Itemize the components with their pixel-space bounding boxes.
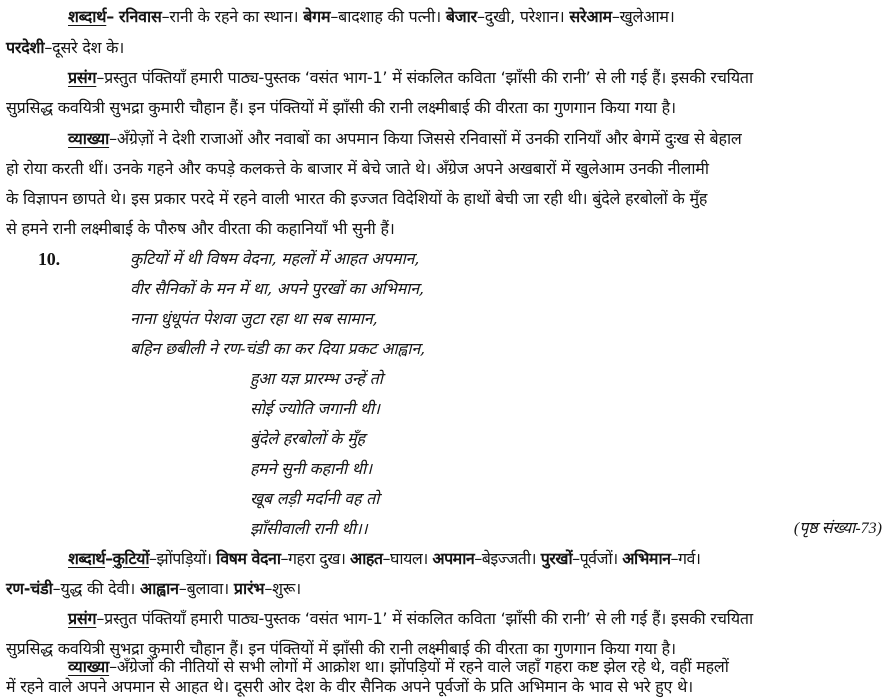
gloss-term: बेजार [445, 7, 477, 26]
gloss-definition: पूर्वजों। [579, 549, 618, 568]
gloss-definition: दुखी, परेशान। [484, 7, 565, 26]
gloss-term: विषम वेदना [216, 549, 281, 568]
gloss-term: परदेशी [6, 38, 45, 57]
gloss-definition: गर्व। [677, 549, 701, 568]
gloss-term: रनिवास [118, 7, 162, 26]
gloss-term: रण-चंडी [6, 579, 53, 598]
vyakhya-heading: व्याख्या [68, 129, 110, 148]
poem-line: सोई ज्योति जगानी थी। [250, 399, 380, 418]
vyakhya-heading: व्याख्या [68, 657, 110, 676]
gloss-term: सरेआम [569, 7, 612, 26]
poem-line: खूब लड़ी मर्दानी वह तो [250, 489, 380, 508]
poem-line: हमने सुनी कहानी थी। [250, 459, 372, 478]
gloss-definition: घायल। [389, 549, 428, 568]
gloss-heading: शब्दार्थ [68, 7, 107, 26]
gloss-definition: शुरू। [272, 579, 301, 598]
prasang-1-line-2: सुप्रसिद्ध कवयित्री सुभद्रा कुमारी चौहान हैं। इन पंक्तियों में झाँसी की रानी लक्ष्मीबाई की वीरता का गुणगान किया गया है। [6, 98, 676, 117]
prasang-2-line-1: प्रसंग–प्रस्तुत पंक्तियाँ हमारी पाठ्य-पुस्तक ‘वसंत भाग-1’ में संकलित कविता ‘झाँसी की रानी’ से ली गई हैं। इसकी रचयिता [68, 609, 753, 628]
prasang-2-line-2: सुप्रसिद्ध कवयित्री सुभद्रा कुमारी चौहान हैं। इन पंक्तियों में झाँसी की रानी लक्ष्मीबाई की वीरता का गुणगान किया गया है। [6, 639, 676, 658]
prasang-1-line-1: प्रसंग–प्रस्तुत पंक्तियाँ हमारी पाठ्य-पुस्तक ‘वसंत भाग-1’ में संकलित कविता ‘झाँसी की रानी’ से ली गई हैं। इसकी रचयिता [68, 68, 753, 87]
gloss-term: प्रारंभ [233, 579, 265, 598]
gloss-definition: झोंपड़ियों। [156, 549, 212, 568]
gloss-definition: दूसरे देश के। [52, 38, 125, 57]
poem-line: झाँसीवाली रानी थी।। [250, 519, 368, 538]
gloss-term: अभिमान [622, 549, 671, 568]
gloss-line-1: शब्दार्थ– रनिवास–रानी के रहने का स्थान। बेगम–बादशाह की पत्नी। बेजार–दुखी, परेशान। सरेआम–खुलेआम। [68, 7, 675, 26]
poem-line: नाना धुंधूपंत पेशवा जुटा रहा था सब सामान, [130, 309, 378, 328]
page-reference: (पृष्ठ संख्या-73) [793, 520, 882, 537]
gloss-definition: खुलेआम। [619, 7, 675, 26]
vyakhya-1-line-3: के विज्ञापन छापते थे। इस प्रकार परदे में रहने वाली भारत की इज्जत विदेशियों के हाथों बेची जा रही थी। बुंदेले हरबोलों के मुँह [6, 189, 708, 208]
gloss-2-line-1: शब्दार्थ–कुटियों–झोंपड़ियों। विषम वेदना–गहरा दुख। आहत–घायल। अपमान–बेइज्जती। पुरखों–पूर्वजों। अभिमान–गर्व। [68, 549, 701, 568]
gloss-term: अपमान [432, 549, 475, 568]
poem-line: वीर सैनिकों के मन में था, अपने पुरखों का अभिमान, [130, 279, 424, 298]
gloss-definition: युद्ध की देवी। [60, 579, 136, 598]
prasang-heading: प्रसंग [68, 609, 97, 628]
gloss-definition: बादशाह की पत्नी। [338, 7, 441, 26]
poem-line: बहिन छबीली ने रण-चंडी का कर दिया प्रकट आह्वान, [130, 339, 425, 358]
gloss-heading: शब्दार्थ [68, 549, 106, 568]
vyakhya-2-line-2: में रहने वाले अपने अपमान से आहत थे। दूसरी ओर देश के वीर सैनिक अपने पूर्वजों के प्रति अभिमान के भाव से भरे हुए थे। [6, 677, 693, 696]
gloss-term: बेगम [303, 7, 331, 26]
gloss-line-2: परदेशी–दूसरे देश के। [6, 38, 125, 57]
stanza-number: 10. [38, 249, 60, 269]
gloss-2-line-2: रण-चंडी–युद्ध की देवी। आह्वान–बुलावा। प्रारंभ–शुरू। [6, 579, 301, 598]
gloss-definition: बेइज्जती। [481, 549, 537, 568]
gloss-term: पुरखों [540, 549, 573, 568]
poem-line: हुआ यज्ञ प्रारम्भ उन्हें तो [250, 369, 383, 388]
poem-line: कुटियों में थी विषम वेदना, महलों में आहत अपमान, [130, 249, 420, 268]
prasang-heading: प्रसंग [68, 68, 97, 87]
gloss-term: कुटियों [112, 549, 149, 568]
poem-line: बुंदेले हरबोलों के मुँह [250, 429, 365, 448]
gloss-definition: बुलावा। [186, 579, 229, 598]
vyakhya-1-line-2: हो रोया करती थीं। उनके गहने और कपड़े कलकत्ते के बाजार में बेचे जाते थे। अँग्रेज अपने अखबारों में खुलेआम उनकी नीलामी [6, 159, 709, 178]
gloss-term: आहत [350, 549, 383, 568]
gloss-definition: गहरा दुख। [287, 549, 346, 568]
gloss-term: आह्वान [140, 579, 179, 598]
vyakhya-1-line-1: व्याख्या–अँग्रेज़ों ने देशी राजाओं और नवाबों का अपमान किया जिससे रनिवासों में उनकी रानियाँ और बेगमें दुःख से बेहाल [68, 129, 742, 148]
vyakhya-1-line-4: से हमने रानी लक्ष्मीबाई के पौरुष और वीरता की कहानियाँ भी सुनी हैं। [6, 219, 395, 238]
gloss-definition: रानी के रहने का स्थान। [169, 7, 299, 26]
vyakhya-2-line-1: व्याख्या–अँग्रेजों की नीतियों से सभी लोगों में आक्रोश था। झोंपड़ियों में रहने वाले जहाँ गहरा कष्ट झेल रहे थे, वहीं महलों [68, 657, 729, 676]
